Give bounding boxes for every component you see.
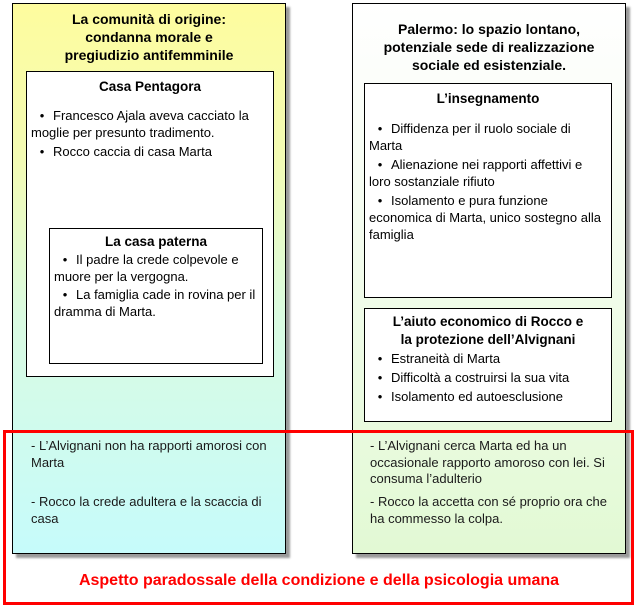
list-item: • Difficoltà a costruirsi la sua vita <box>369 369 605 386</box>
list-item: • Isolamento e pura funzione economica di Marta, unico sostegno alla famiglia <box>369 193 601 242</box>
aiuto-economico-box <box>364 308 612 422</box>
casa-pentagora-list <box>31 107 267 160</box>
left-note-2: - Rocco la crede adultera e la scaccia di casa <box>31 494 262 526</box>
bullet-icon: • <box>62 252 68 267</box>
aiuto-economico-list <box>369 350 605 405</box>
right-note-2: - Rocco la accetta con sé proprio ora che ha commesso la colpa. <box>370 494 608 526</box>
casa-pentagora-box <box>26 71 274 377</box>
right-note-1: - L’Alvignani cerca Marta ed ha un occasionale rapporto amoroso con lei. Si consuma l’adulterio <box>370 438 605 486</box>
bullet-icon: • <box>377 370 383 385</box>
list-item: • Isolamento ed autoesclusione <box>369 388 605 405</box>
bullet-icon: • <box>377 351 383 366</box>
bullet-icon: • <box>39 144 45 159</box>
list-item: • Alienazione nei rapporti affettivi e loro sostanziale rifiuto <box>369 157 583 189</box>
list-item: • Il padre la crede colpevole e muore per la vergogna. <box>54 252 239 284</box>
casa-pentagora-title: Casa Pentagora <box>98 79 202 94</box>
bullet-icon: • <box>377 193 383 208</box>
casa-paterna-title: La casa paterna <box>104 234 208 249</box>
casa-paterna-box <box>49 228 263 364</box>
bullet-icon: • <box>377 389 383 404</box>
bullet-icon: • <box>39 108 45 123</box>
list-item: • Francesco Ajala aveva cacciato la moglie per presunto tradimento. <box>31 108 249 140</box>
left-column-title: La comunità di origine: condanna morale e pregiudizio antifemminile <box>64 11 234 63</box>
left-note-1: - L’Alvignani non ha rapporti amorosi con Marta <box>31 438 267 470</box>
list-item: • Rocco caccia di casa Marta <box>31 143 267 160</box>
bullet-icon: • <box>377 157 383 172</box>
list-item: • Diffidenza per il ruolo sociale di Marta <box>369 121 571 153</box>
insegnamento-list <box>369 120 605 243</box>
casa-paterna-list <box>54 251 256 320</box>
list-item: • La famiglia cade in rovina per il dramma di Marta. <box>54 287 256 319</box>
bullet-icon: • <box>377 121 383 136</box>
insegnamento-title: L’insegnamento <box>436 91 540 106</box>
right-column-title: Palermo: lo spazio lontano, potenziale sede di realizzazione sociale ed esistenziale. <box>383 21 595 73</box>
insegnamento-box <box>364 83 612 298</box>
bullet-icon: • <box>62 287 68 302</box>
paradox-caption: Aspetto paradossale della condizione e della psicologia umana <box>78 572 560 589</box>
list-item: • Estraneità di Marta <box>369 350 605 367</box>
aiuto-economico-title: L’aiuto economico di Rocco e la protezione dell’Alvignani <box>392 314 584 347</box>
